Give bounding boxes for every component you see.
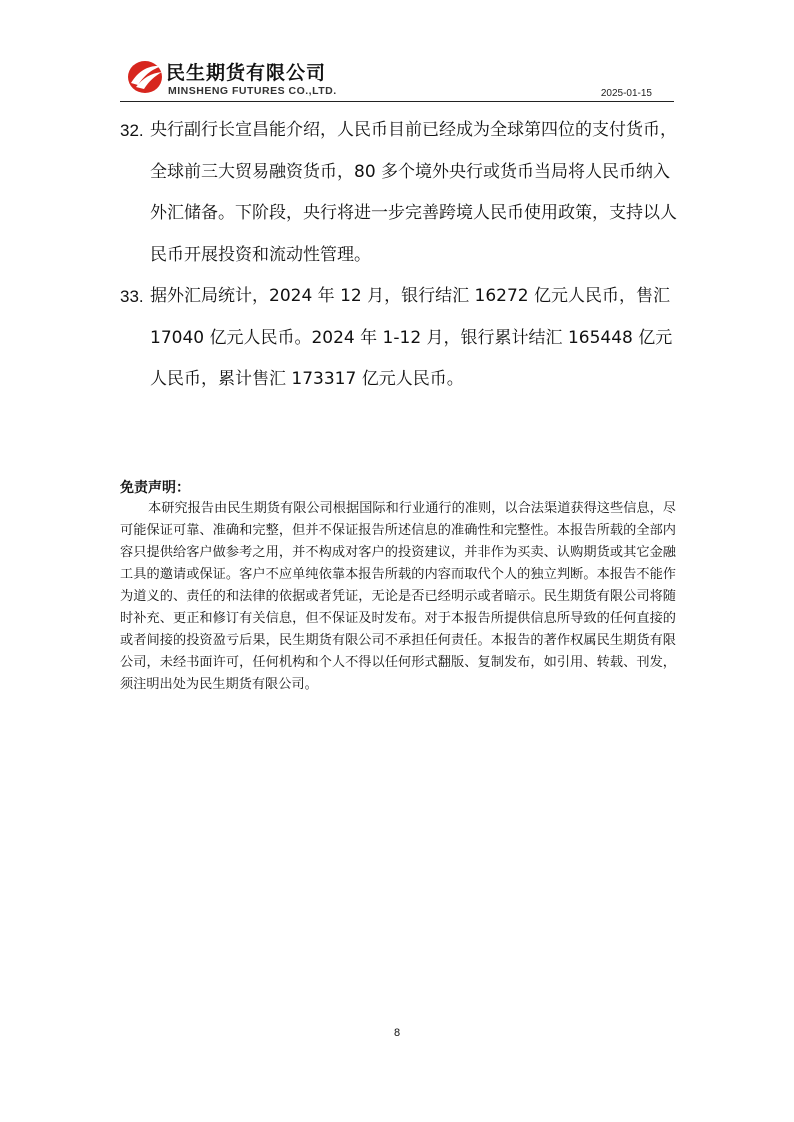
disclaimer-section bbox=[120, 478, 676, 696]
disclaimer-title: 免责声明： bbox=[120, 480, 190, 496]
item-number: 32. bbox=[120, 121, 144, 140]
page-header bbox=[120, 52, 674, 102]
item-number: 33. bbox=[120, 287, 144, 306]
news-list bbox=[120, 110, 680, 401]
page-number: 8 bbox=[393, 1027, 401, 1039]
news-item bbox=[120, 276, 680, 401]
disclaimer-body: 本研究报告由民生期货有限公司根据国际和行业通行的准则，以合法渠道获得这些信息，尽可能保证可靠、准确和完整，但并不保证报告所述信息的准确性和完整性。本报告所载的全部内容只提供给客户做参考之用，并不构成对客户的投资建议，并非作为买卖、认购期货或其它金融工具的邀请或保证。客户不应单纯依靠本报告所载的内容而取代个人的独立判断。本报告不能作为道义的、责任的和法律的依据或者凭证，无论是否已经明示或者暗示。民生期货有限公司将随时补充、更正和修订有关信息，但不保证及时发布。对于本报告所提供信息所导致的任何直接的或者间接的投资盈亏后果，民生期货有限公司不承担任何责任。本报告的著作权属民生期货有限公司，未经书面许可，任何机构和个人不得以任何形式翻版、复制发布，如引用、转载、刊发，须注明出处为民生期货有限公司。 bbox=[120, 501, 676, 692]
company-name-cn: 民生期货有限公司 bbox=[166, 62, 327, 84]
header-divider bbox=[120, 101, 674, 102]
item-text: 央行副行长宣昌能介绍，人民币目前已经成为全球第四位的支付货币，全球前三大贸易融资货币，80 多个境外央行或货币当局将人民币纳入外汇储备。下阶段，央行将进一步完善跨境人民币使用政策，支持以人民币开展投资和流动性管理。 bbox=[150, 120, 677, 265]
company-name-en: MINSHENG FUTURES CO.,LTD. bbox=[168, 85, 337, 97]
report-date: 2025-01-15 bbox=[600, 88, 652, 99]
minsheng-logo-icon bbox=[125, 56, 165, 96]
item-text: 据外汇局统计，2024 年 12 月，银行结汇 16272 亿元人民币，售汇 17040 亿元人民币。2024 年 1-12 月，银行累计结汇 165448 亿元人民币，累计售汇 173317 亿元人民币。 bbox=[150, 286, 673, 389]
news-item bbox=[120, 110, 680, 276]
